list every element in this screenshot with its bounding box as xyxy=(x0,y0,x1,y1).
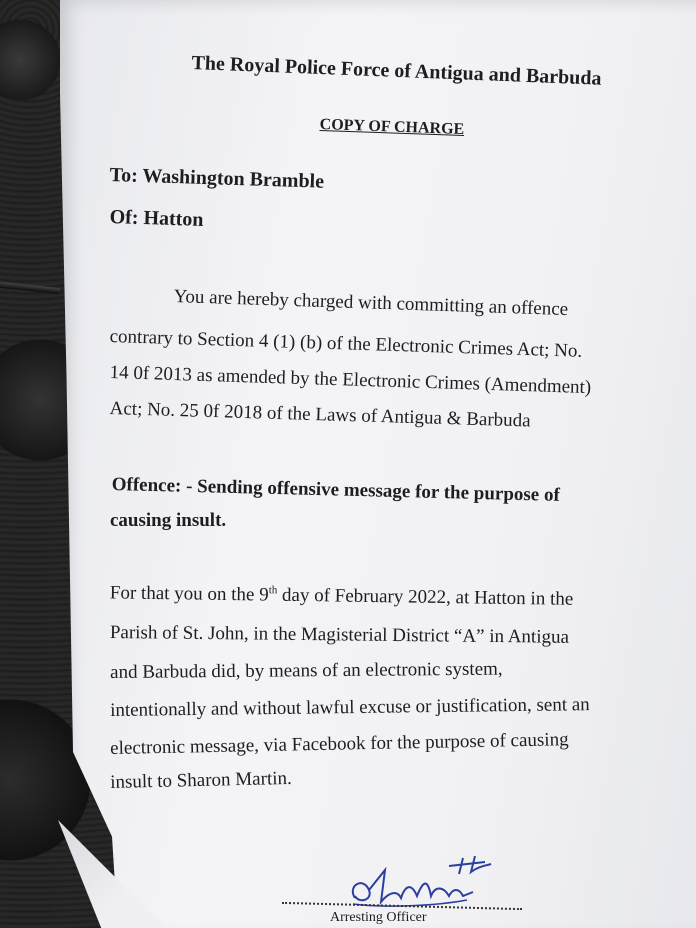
charge-line-3: 14 0f 2013 as amended by the Electronic Crimes (Amendment) xyxy=(109,362,592,399)
particulars-line-3: and Barbuda did, by means of an electronic system, xyxy=(110,658,503,683)
particulars-line-5: electronic message, via Facebook for the purpose of causing xyxy=(110,729,569,759)
particulars-line-1-end: day of February 2022, at Hatton in the xyxy=(277,584,574,610)
particulars-line-1-start: For that you on the 9 xyxy=(109,582,269,606)
particulars-line-6: insult to Sharon Martin. xyxy=(110,767,292,793)
offence-line-2: causing insult. xyxy=(110,510,227,531)
charge-line-2: contrary to Section 4 (1) (b) of the Electronic Crimes Act; No. xyxy=(109,326,583,362)
ordinal-suffix: th xyxy=(268,584,278,597)
recipient-name: To: Washington Bramble xyxy=(109,164,325,193)
charge-line-1: You are hereby charged with committing an offence xyxy=(173,286,569,321)
document-title: The Royal Police Force of Antigua and Barbuda xyxy=(191,52,602,90)
charge-line-4: Act; No. 25 0f 2018 of the Laws of Antigua & Barbuda xyxy=(109,398,531,432)
particulars-line-2: Parish of St. John, in the Magisterial District “A” in Antigua xyxy=(109,622,570,648)
leather-seam xyxy=(0,282,60,294)
recipient-location: Of: Hatton xyxy=(109,206,204,231)
particulars-line-4: intentionally and without lawful excuse or justification, sent an xyxy=(110,694,590,721)
offence-line-1: Offence: - Sending offensive message for the purpose of xyxy=(111,474,561,506)
document-subtitle: COPY OF CHARGE xyxy=(319,116,465,139)
signature-label: Arresting Officer xyxy=(330,910,427,925)
